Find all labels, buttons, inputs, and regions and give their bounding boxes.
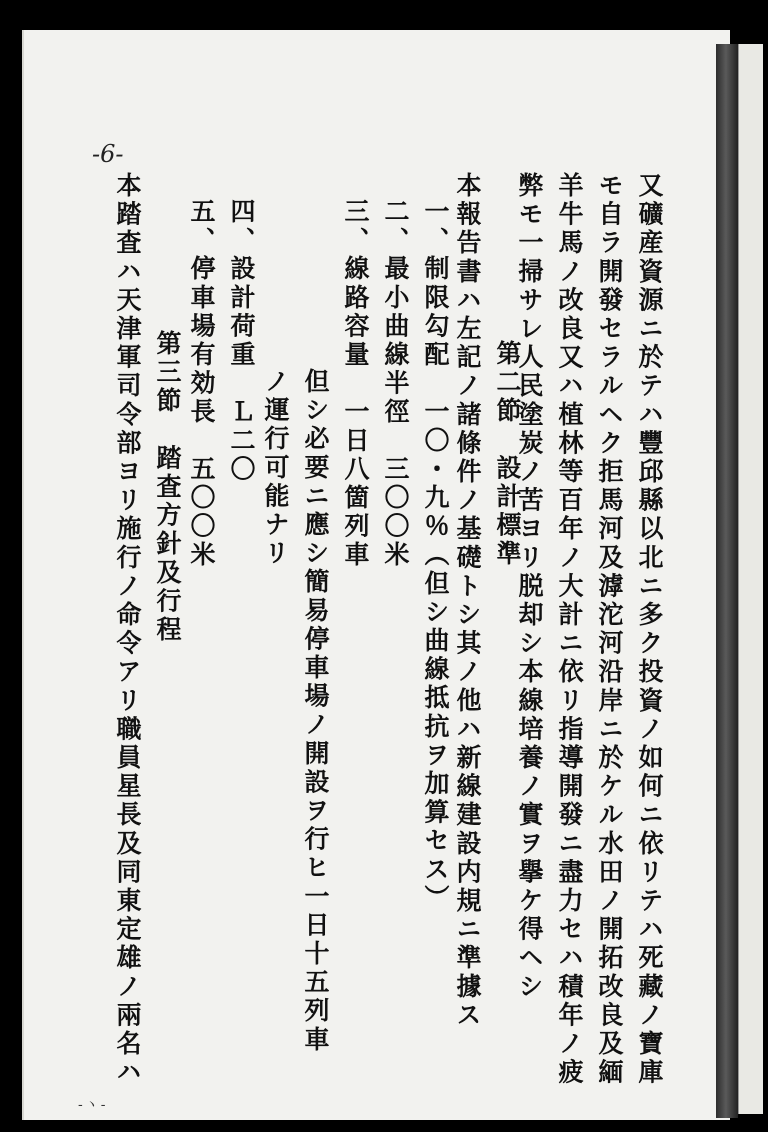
section-heading-3: 第三節 踏査方針及行程 — [153, 330, 182, 645]
section-heading-2: 第二節 設計標準 — [493, 340, 522, 569]
list-item-1: 一、制限勾配 一〇・九％（但シ曲線抵抗ヲ加算セス） — [421, 198, 450, 913]
list-item-3-note: 但シ必要ニ應シ簡易停車場ノ開設ヲ行ヒ一日十五列車 — [301, 368, 330, 1055]
text-column-3: 羊牛馬ノ改良又ハ植林等百年ノ大計ニ依リ指導開發ニ盡力セハ積年ノ疲 — [555, 172, 584, 1088]
text-column-5: 本報告書ハ左記ノ諸條件ノ基礎トシ其ノ他ハ新線建設内規ニ準據ス — [453, 172, 482, 1030]
footer-mark: -ヽ- — [78, 1097, 108, 1113]
list-item-3: 三、線路容量 一日八箇列車 — [341, 198, 370, 570]
book-spine — [716, 44, 738, 1118]
text-column-4: 弊モ一掃サレ人民塗炭ノ苦ヨリ脱却シ本線培養ノ實ヲ擧ケ得ヘシ — [515, 172, 544, 1002]
text-column-1: 又礦産資源ニ於テハ豐邱縣以北ニ多ク投資ノ如何ニ依リテハ死藏ノ寶庫 — [635, 172, 664, 1088]
list-item-5: 五、停車場有効長 五〇〇米 — [187, 198, 216, 570]
page-number: -6- — [92, 140, 124, 168]
list-item-3-note-cont: ノ運行可能ナリ — [261, 368, 290, 569]
list-item-4: 四、設計荷重 Ｌ二〇 — [227, 198, 256, 484]
list-item-2: 二、最小曲線半徑 三〇〇米 — [381, 198, 410, 570]
next-page-edge — [738, 44, 763, 1114]
text-column-2: モ自ラ開發セラルヘク拒馬河及滹沱河沿岸ニ於ケル水田ノ開拓改良及緬 — [595, 172, 624, 1088]
text-column-6: 本踏査ハ天津軍司令部ヨリ施行ノ命令アリ職員星長及同東定雄ノ兩名ハ — [113, 172, 142, 1088]
